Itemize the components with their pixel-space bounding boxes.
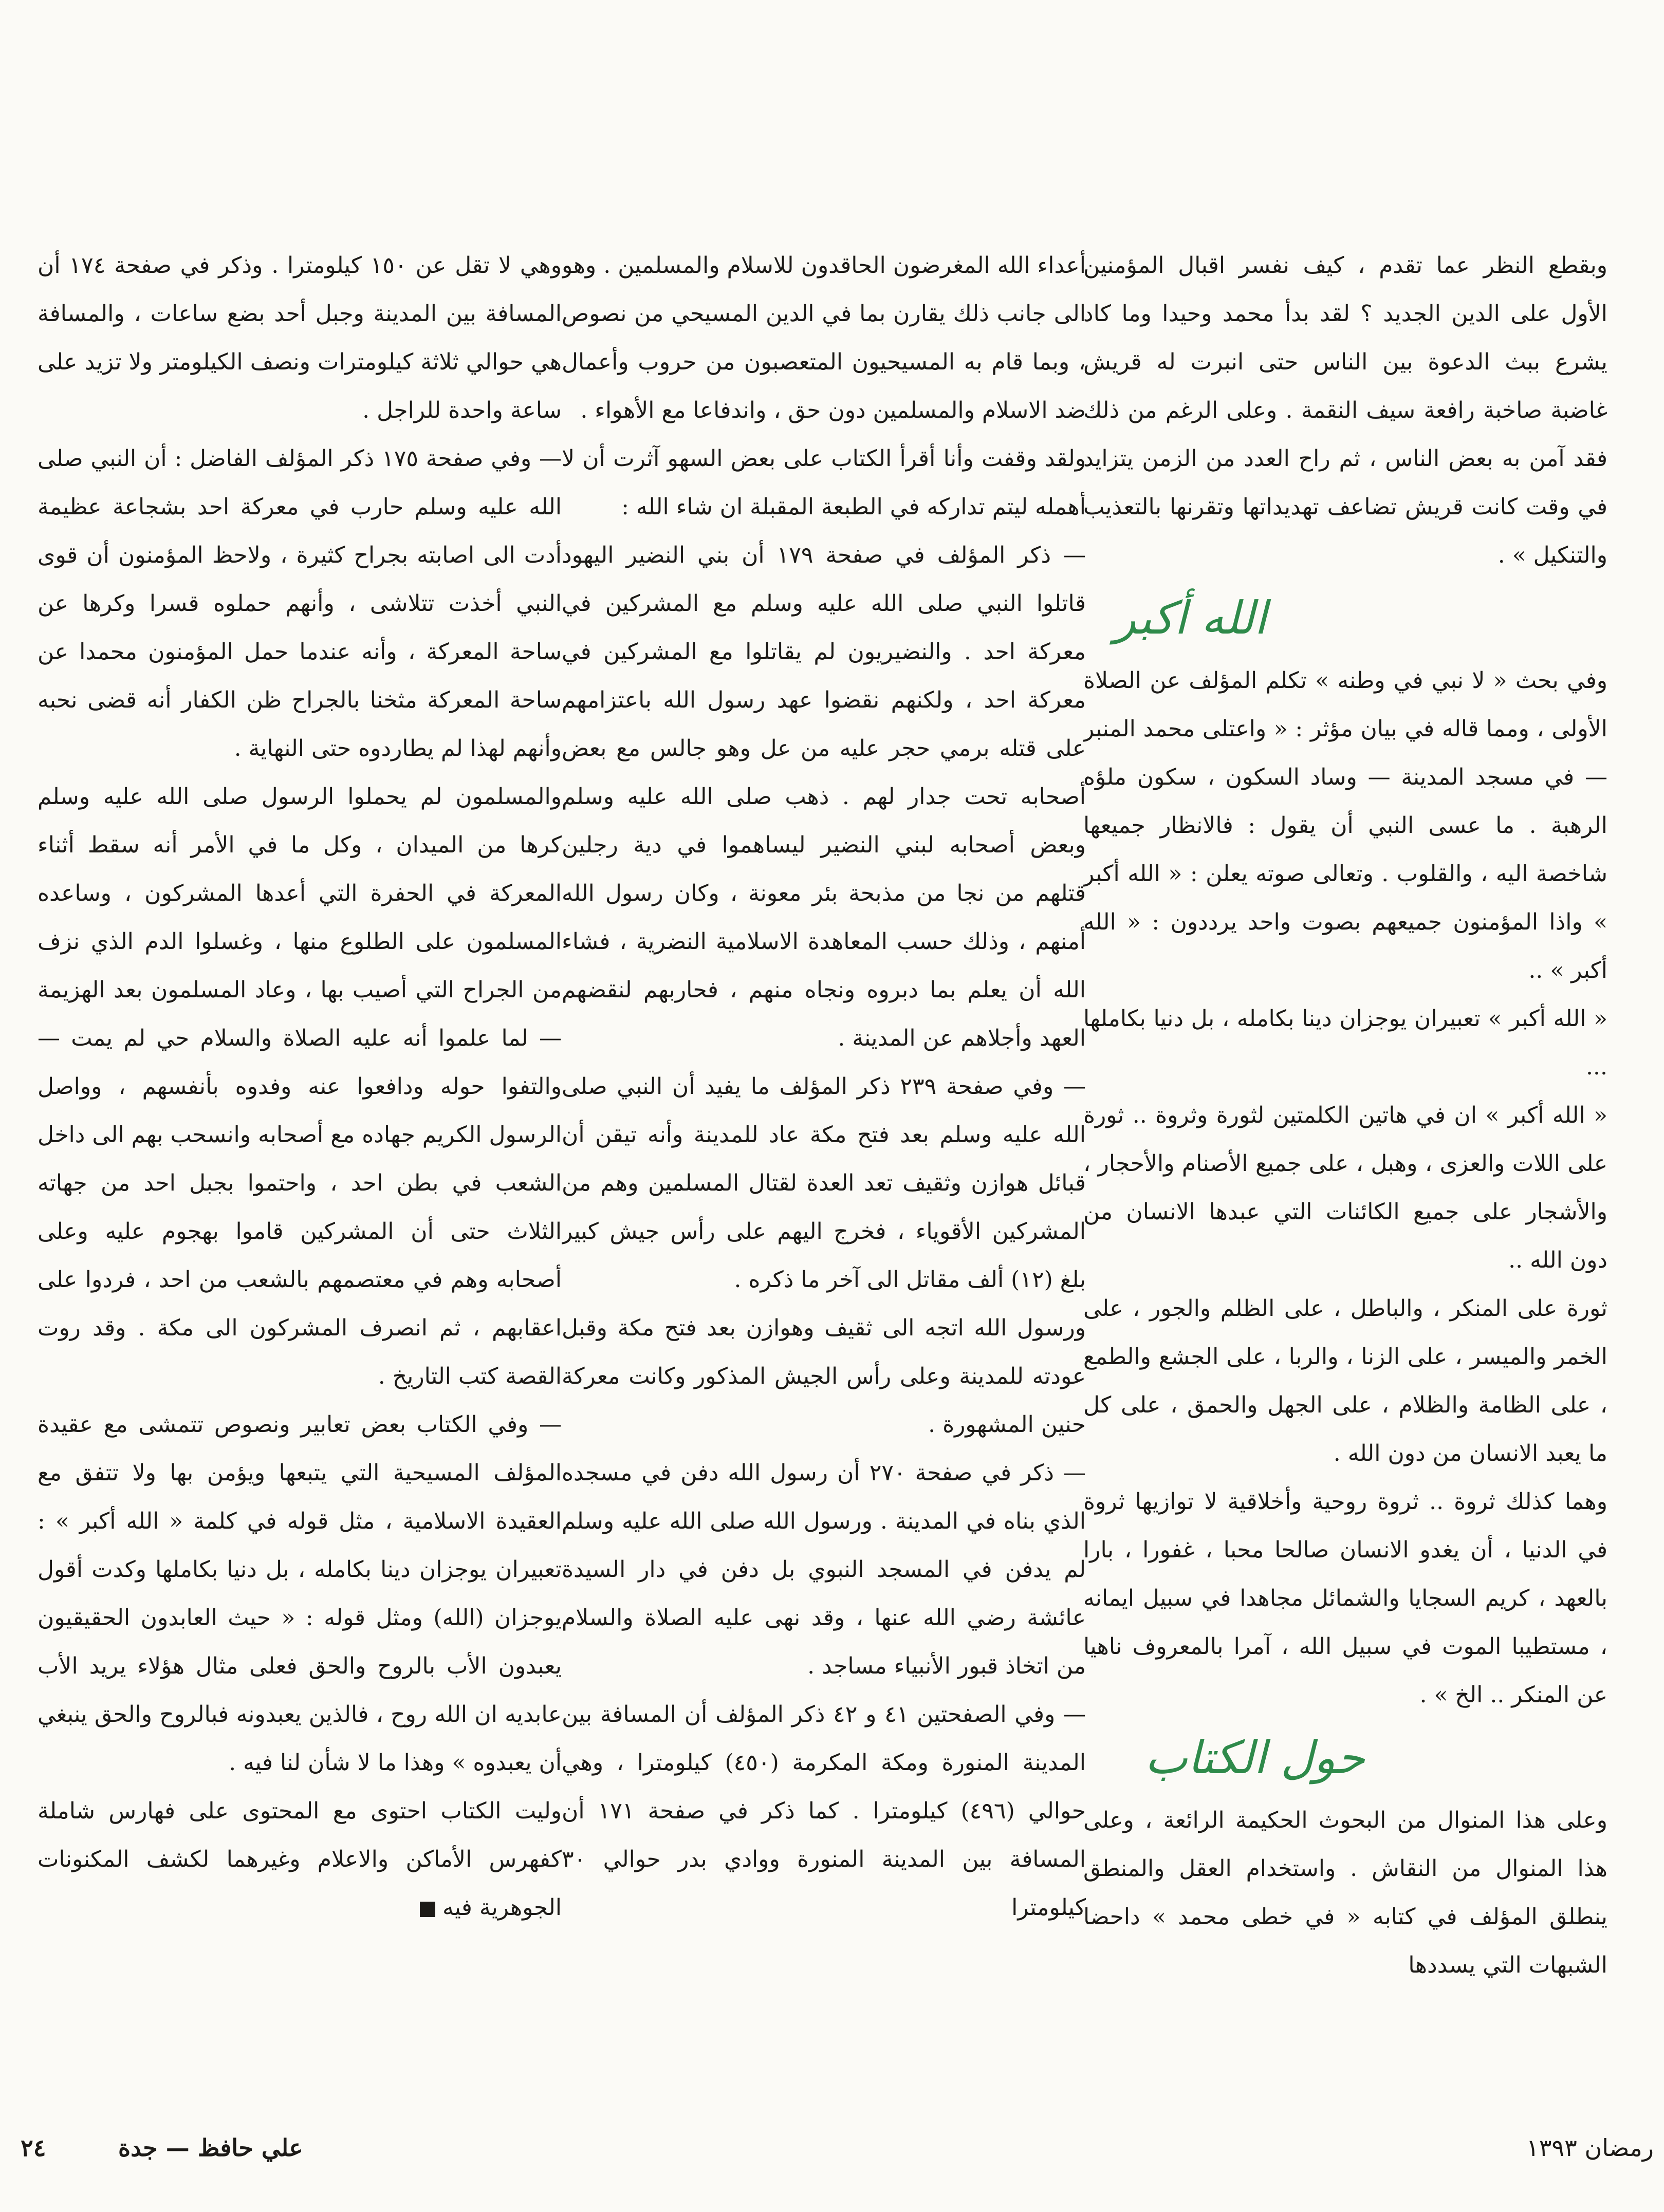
- column-right: [1083, 241, 1607, 2091]
- page-number: ٢٤: [21, 2134, 46, 2162]
- paragraph: — وفي الكتاب بعض تعابير ونصوص تتمشى مع عقيدة المؤلف المسيحية التي يتبعها ويؤمن بها ولا تتفق مع العقيدة الاسلامية ، مثل قوله في كلمة « الله أكبر » : تعبيران يوجزان دينا بكامله ، بل دنيا بكاملها وكدت أقول يوجزان (الله) ومثل قوله : « حيث العابدون الحقيقيون يعبدون الأب بالروح والحق فعلى مثال هؤلاء يريد الأب عابديه ان الله روح ، فالذين يعبدونه فبالروح والحق ينبغي أن يعبدوه » وهذا ما لا شأن لنا فيه .: [38, 1411, 562, 1776]
- paragraph: — وفي صفحة ١٧٥ ذكر المؤلف الفاضل : أن النبي صلى الله عليه وسلم حارب في معركة احد بشجاعة عظيمة أدت الى اصابته بجراح كثيرة ، ولاحظ المؤمنون أن قوى النبي أخذت تتلاشى ، وأنهم حملوه قسرا وكرها عن ساحة المعركة ، وأنه عندما حمل المؤمنون محمدا عن ساحة المعركة مثخنا بالجراح ظن الكفار أنه قضى نحبه وأنهم لهذا لم يطاردوه حتى النهاية .: [38, 445, 562, 761]
- paragraph: وبقطع النظر عما تقدم ، كيف نفسر اقبال المؤمنين الأول على الدين الجديد ؟ لقد بدأ محمد وحيدا وما كاد يشرع ببث الدعوة بين الناس حتى انبرت له قريش غاضبة صاخبة رافعة سيف النقمة . وعلى الرغم من ذلك فقد آمن به بعض الناس ، ثم راح العدد من الزمن يتزايد في وقت كانت قريش تضاعف تهديداتها وتقرنها بالتعذيب والتنكيل » .: [1083, 252, 1607, 568]
- paragraph-text: وليت الكتاب احتوى مع المحتوى على فهارس شاملة كفهرس الأماكن والاعلام وغيرهما لكشف المكنونات الجوهرية فيه: [38, 1798, 562, 1921]
- paragraph: — ذكر المؤلف في صفحة ١٧٩ أن بني النضير اليهود قاتلوا النبي صلى الله عليه وسلم مع المشركين في معركة احد . والنضيريون لم يقاتلوا مع المشركين في معركة احد ، ولكنهم نقضوا عهد رسول الله باعتزامهم على قتله برمي حجر عليه من عل وهو جالس مع بعض أصحابه تحت جدار لهم . ذهب صلى الله عليه وسلم وبعض أصحابه لبني النضير ليساهموا في دية رجلين قتلهم من نجا من مذبحة بئر معونة ، وكان رسول الله أمنهم ، وذلك حسب المعاهدة الاسلامية النضرية ، فشاء الله أن يعلم بما دبروه ونجاه منهم ، فحاربهم لنقضهم العهد وأجلاهم عن المدينة .: [562, 542, 1086, 1051]
- column-left: [38, 241, 562, 2091]
- paragraph: « الله أكبر » ان في هاتين الكلمتين لثورة وثروة .. ثورة على اللات والعزى ، وهبل ، على جميع الأصنام والأحجار ، والأشجار على جميع الكائنات التي عبدها الانسان من دون الله ..: [1083, 1102, 1607, 1273]
- paragraph: وفي بحث « لا نبي في وطنه » تكلم المؤلف عن الصلاة الأولى ، ومما قاله في بيان مؤثر : « واعتلى محمد المنبر — في مسجد المدينة — وساد السكون ، سكون ملؤه الرهبة . ما عسى النبي أن يقول : فالانظار جميعها شاخصة اليه ، والقلوب . وتعالى صوته يعلن : « الله أكبر » واذا المؤمنون جميعهم بصوت واحد يرددون : « الله أكبر » ..: [1083, 667, 1607, 983]
- paragraph: ولقد وقفت وأنا أقرأ الكتاب على بعض السهو آثرت أن لا أهمله ليتم تداركه في الطبعة المقبلة ان شاء الله :: [562, 445, 1086, 520]
- paragraph: وعلى هذا المنوال من البحوث الحكيمة الرائعة ، وعلى هذا المنوال من النقاش . واستخدام العقل والمنطق ينطلق المؤلف في كتابه « في خطى محمد » داحضا الشبهات التي يسددها: [1083, 1807, 1607, 1978]
- paragraph: ورسول الله اتجه الى ثقيف وهوازن بعد فتح مكة وقبل عودته للمدينة وعلى رأس الجيش المذكور وكانت معركة حنين المشهورة .: [562, 1315, 1086, 1438]
- section-heading-about-book: حول الكتاب: [1145, 1731, 1365, 1784]
- paragraph: ثورة على المنكر ، والباطل ، على الظلم والجور ، على الخمر والميسر ، على الزنا ، والربا ، على الجشع والطمع ، على الظامة والظلام ، على الجهل والحمق ، على كل ما يعبد الانسان من دون الله .: [1083, 1295, 1607, 1466]
- paragraph: — وفي الصفحتين ٤١ و ٤٢ ذكر المؤلف أن المسافة بين المدينة المنورة ومكة المكرمة (٤٥٠) كيلومترا ، وهي حوالي (٤٩٦) كيلومترا . كما ذكر في صفحة ١٧١ أن المسافة بين المدينة المنورة ووادي بدر حوالي ٣٠ كيلومترا: [562, 1701, 1086, 1921]
- paragraph: أعداء الله المغرضون الحاقدون للاسلام والمسلمين . وهو الى جانب ذلك يقارن بما في الدين المسيحي من نصوص ، وبما قام به المسيحيون المتعصبون من حروب وأعمال ضد الاسلام والمسلمين دون حق ، واندفاعا مع الأهواء .: [562, 252, 1086, 423]
- paragraph: وهي لا تقل عن ١٥٠ كيلومترا . وذكر في صفحة ١٧٤ أن المسافة بين المدينة وجبل أحد بضع ساعات ، والمسافة هي حوالي ثلاثة كيلومترات ونصف الكيلومتر ولا تزيد على ساعة واحدة للراجل .: [38, 252, 562, 423]
- paragraph: والمسلمون لم يحملوا الرسول صلى الله عليه وسلم كرها من الميدان ، وكل ما في الأمر أنه سقط أثناء المعركة في الحفرة التي أعدها المشركون ، وساعده المسلمون على الطلوع منها ، وغسلوا الدم الذي نزف من الجراح التي أصيب بها ، وعاد المسلمون بعد الهزيمة — لما علموا أنه عليه الصلاة والسلام حي لم يمت — والتفوا حوله ودافعوا عنه وفدوه بأنفسهم ، وواصل الرسول الكريم جهاده مع أصحابه وانسحب بهم الى داخل الشعب في بطن احد ، واحتموا بجبل احد من جهاته الثلاث حتى أن المشركين قاموا بهجوم عليه وعلى أصحابه وهم في معتصمهم بالشعب من احد ، فردوا على اعقابهم ، ثم انصرف المشركون الى مكة . وقد روت القصة كتب التاريخ .: [38, 784, 562, 1389]
- column-middle: [562, 241, 1086, 2091]
- author-credit: علي حافظ — جدة: [118, 2134, 303, 2162]
- paragraph-end: [38, 1787, 562, 1932]
- end-mark-icon: [420, 1902, 435, 1917]
- paragraph: وهما كذلك ثروة .. ثروة روحية وأخلاقية لا توازيها ثروة في الدنيا ، أن يغدو الانسان صالحا محبا ، غفورا ، بارا بالعهد ، كريم السجايا والشمائل مجاهدا في سبيل ايمانه ، مستطيبا الموت في سبيل الله ، آمرا بالمعروف ناهيا عن المنكر .. الخ » .: [1083, 1489, 1607, 1708]
- paragraph: — وفي صفحة ٢٣٩ ذكر المؤلف ما يفيد أن النبي صلى الله عليه وسلم بعد فتح مكة عاد للمدينة وأنه تيقن أن قبائل هوازن وثقيف تعد العدة لقتال المسلمين وهم من المشركين الأقوياء ، فخرج اليهم على رأس جيش كبير بلغ (١٢) ألف مقاتل الى آخر ما ذكره .: [562, 1073, 1086, 1293]
- issue-date: رمضان ١٣٩٣: [1526, 2134, 1654, 2162]
- section-heading-allahu-akbar: الله أكبر: [1114, 591, 1267, 644]
- paragraph: — ذكر في صفحة ٢٧٠ أن رسول الله دفن في مسجده الذي بناه في المدينة . ورسول الله صلى الله عليه وسلم لم يدفن في المسجد النبوي بل دفن في دار السيدة عائشة رضي الله عنها ، وقد نهى عليه الصلاة والسلام من اتخاذ قبور الأنبياء مساجد .: [562, 1460, 1086, 1679]
- paragraph: « الله أكبر » تعبيران يوجزان دينا بكامله ، بل دنيا بكاملها ...: [1083, 1006, 1607, 1080]
